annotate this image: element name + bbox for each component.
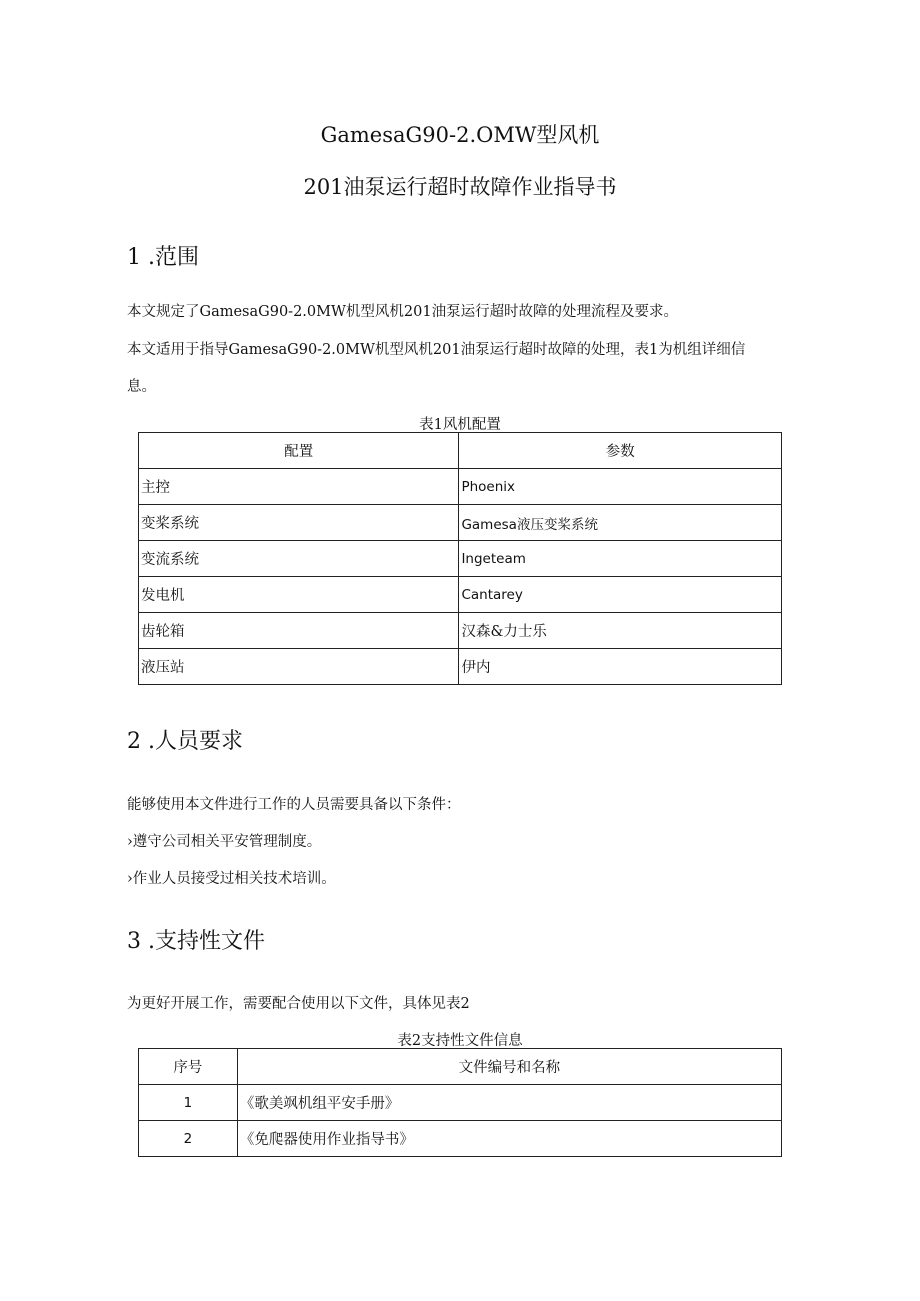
table-cell: 2 [139, 1121, 238, 1157]
section1-paragraph2-line1: 本文适用于指导GamesaG90-2.0MW机型风机201油泵运行超时故障的处理，表1为机组详细信 [127, 342, 746, 358]
section3-intro: 为更好开展工作，需要配合使用以下文件，具体见表2 [127, 996, 470, 1012]
table-header-cell: 配置 [139, 433, 459, 469]
table-cell: Gamesa液压变桨系统 [459, 505, 782, 541]
table-header-row [139, 433, 782, 469]
table-header-cell: 文件编号和名称 [237, 1049, 781, 1085]
table1-wind-turbine-config [138, 432, 782, 685]
table-cell: 液压站 [139, 649, 459, 685]
table-row [139, 577, 782, 613]
table-row [139, 541, 782, 577]
section2-bullet-item: ›遵守公司相关平安管理制度。 [127, 834, 322, 850]
table-row [139, 505, 782, 541]
table1-caption: 表1风机配置 [419, 417, 501, 433]
section1-paragraph1: 本文规定了GamesaG90-2.0MW机型风机201油泵运行超时故障的处理流程及要求。 [127, 304, 679, 320]
section1-heading: 1 .范围 [127, 245, 199, 270]
table-row [139, 469, 782, 505]
table2-supporting-documents [138, 1048, 782, 1157]
table-cell: 齿轮箱 [139, 613, 459, 649]
table-cell: Ingeteam [459, 541, 782, 577]
table-header-cell: 参数 [459, 433, 782, 469]
table-cell: 1 [139, 1085, 238, 1121]
table2-caption: 表2支持性文件信息 [397, 1033, 523, 1049]
table-row [139, 649, 782, 685]
document-title-line1: GamesaG90-2.OMW型风机 [320, 123, 600, 147]
table-cell: 《歌美飒机组平安手册》 [237, 1085, 781, 1121]
table-cell: 主控 [139, 469, 459, 505]
table-row [139, 613, 782, 649]
table-cell: 《免爬器使用作业指导书》 [237, 1121, 781, 1157]
table-header-cell: 序号 [139, 1049, 238, 1085]
section2-intro: 能够使用本文件进行工作的人员需要具备以下条件： [127, 797, 461, 813]
table-header-row [139, 1049, 782, 1085]
table-cell: 变流系统 [139, 541, 459, 577]
table-cell: 汉森&力士乐 [459, 613, 782, 649]
table-cell: Cantarey [459, 577, 782, 613]
table-row [139, 1085, 782, 1121]
table-row [139, 1121, 782, 1157]
section2-bullet-item: ›作业人员接受过相关技术培训。 [127, 871, 336, 887]
table-cell: Phoenix [459, 469, 782, 505]
section2-heading: 2 .人员要求 [127, 729, 243, 754]
table-cell: 发电机 [139, 577, 459, 613]
table-cell: 伊内 [459, 649, 782, 685]
document-title-line2: 201油泵运行超时故障作业指导书 [303, 175, 617, 199]
section1-paragraph2-line2: 息。 [127, 379, 156, 395]
section3-heading: 3 .支持性文件 [127, 929, 265, 954]
table-cell: 变桨系统 [139, 505, 459, 541]
